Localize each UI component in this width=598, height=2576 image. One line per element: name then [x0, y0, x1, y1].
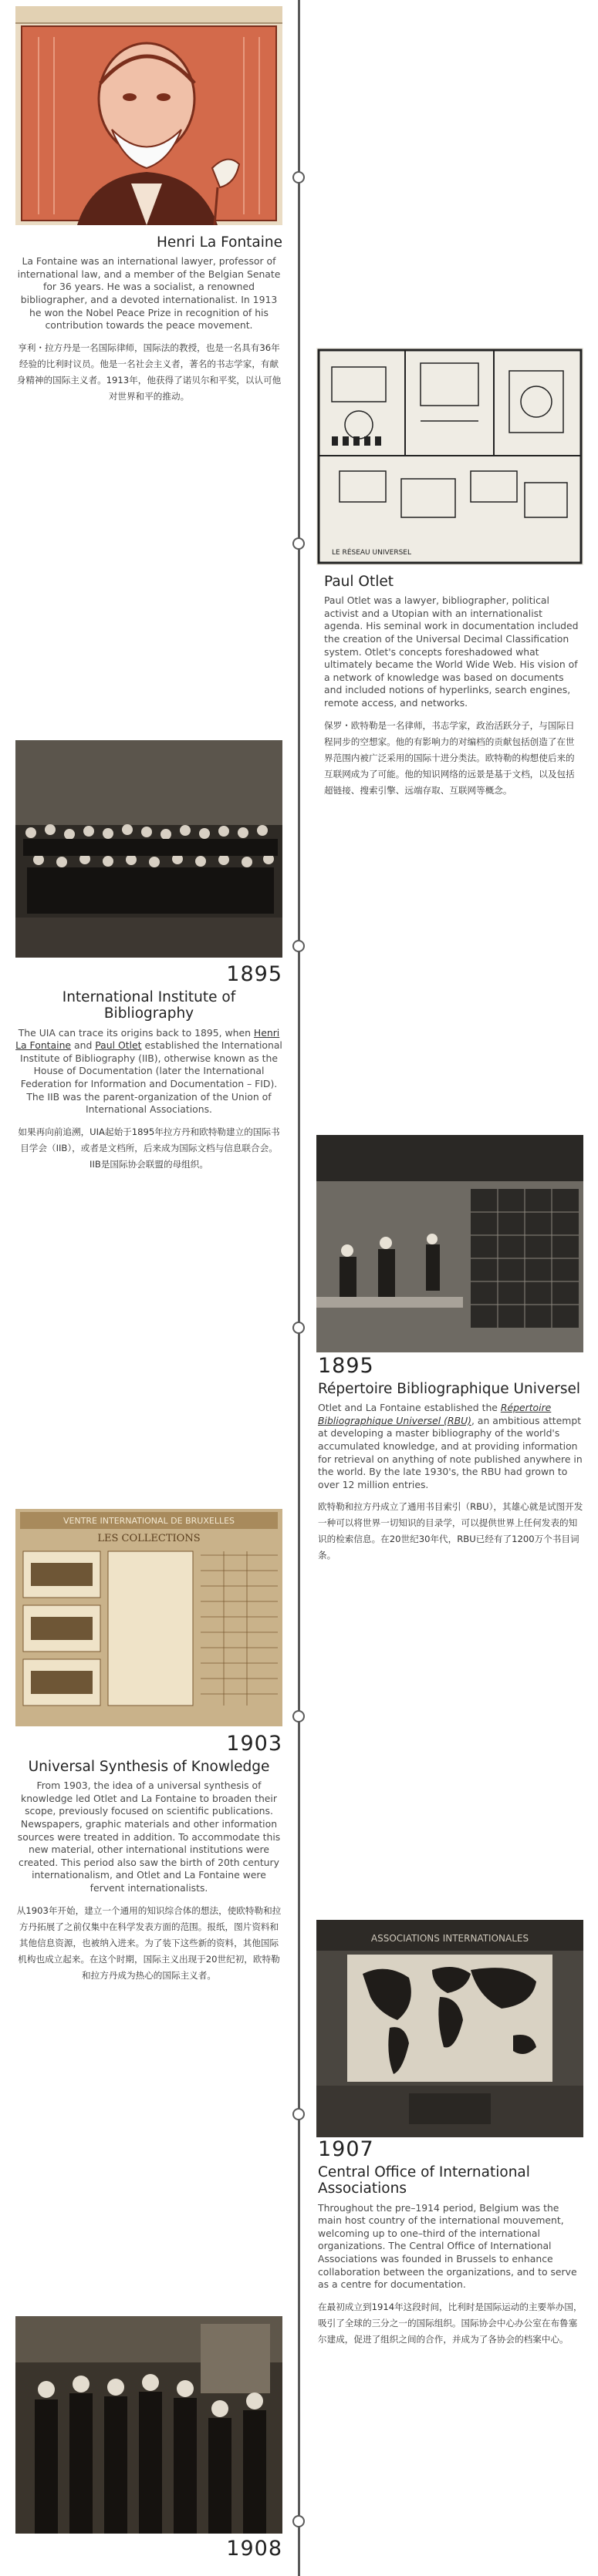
entry-title: Henri La Fontaine: [156, 234, 282, 251]
paul-otlet-link[interactable]: Paul Otlet: [95, 1039, 142, 1052]
rbu-archive-photo: [316, 1135, 583, 1352]
entry-year: 1895: [318, 1354, 374, 1378]
timeline-dot: [292, 2515, 305, 2527]
entry-description-en: Paul Otlet was a lawyer, bibliographer, political activist and a Utopian with an internationalist agenda. His seminal work in documentation included the creation of the Universal Decimal Classification system. Otlet's concepts foreshadowed what ultimately became the World Wide Web. His vision of a network of knowledge was based on documents and included notions of hyperlinks, search engines, remote access, and networks.: [324, 594, 579, 709]
collections-poster-icon: [15, 1509, 282, 1726]
entry-description-en: Throughout the pre–1914 period, Belgium was the main host country of the international mouvement, welcoming up to one–third of the international organizations. The Central Office of International Associations was founded in Brussels to enhance collaboration between the organizations, and to serve as a centre for documentation.: [318, 2201, 577, 2291]
timeline-line: [298, 0, 300, 2576]
entry-description-zh: 亨利・拉方丹是一名国际律师，国际法的教授，也是一名具有36年经验的比利时议员。他是一名社会主义者，著名的书志学家，有献身精神的国际主义者。1913年，他获得了诺贝尔和平奖，以认可他对世界和平的推动。: [16, 342, 282, 402]
iib-group-photo: [15, 740, 282, 958]
entry-title: Paul Otlet: [324, 574, 394, 590]
entry-description-zh: 从1903年开始，建立一个通用的知识综合体的想法，使欧特勒和拉方丹拓展了之前仅集中在科学发表方面的范围。报纸，图片资料和其他信息资源，也被纳入进来。为了装下这些新的资料，其他国际机构也成立起来。在这个时期，国际主义出现于20世纪初，欧特勒和拉方丹成为热心的国际主义者。: [16, 1904, 282, 1981]
entry-description-zh: 如果再向前追溯，UIA起始于1895年拉方丹和欧特勒建立的国际书目学会（IIB），或者是文档所，后来成为国际文档与信息联合会。IIB是国际协会联盟的母组织。: [18, 1126, 280, 1170]
entry-description-en: From 1903, the idea of a universal synthesis of knowledge led Otlet and La Fontaine to broaden their scope, previously focused on scientific publications. Newspapers, graphic materials and other information sources were treated in addition. To accommodate this new material, other international institutions were created. This period also saw the birth of 20th century internationalism, and Otlet and La Fontaine were fervent internationalists.: [17, 1780, 281, 1894]
delegates-photo: [15, 2316, 282, 2534]
entry-description-en: La Fontaine was an international lawyer, professor of international law, and a member of the Belgian Senate for 36 years. He was a socialist, a renowned bibliographer, and a devoted internationalist. In 1913 he won the Nobel Peace Prize in recognition of his contribution towards the peace movement.: [17, 255, 281, 332]
entry-title: International Institute of Bibliography: [62, 989, 236, 1022]
entry-title: Répertoire Bibliographique Universel: [318, 1381, 581, 1397]
entry-year: 1895: [226, 962, 282, 986]
timeline-dot: [292, 1710, 305, 1722]
entry-central-office: [318, 2137, 583, 2348]
timeline-dot: [292, 1322, 305, 1334]
entry-iib: [15, 962, 282, 1173]
entry-title: Universal Synthesis of Knowledge: [28, 1759, 270, 1775]
collections-poster: [15, 1509, 282, 1726]
rbu-link[interactable]: Répertoire Bibliographique Universel (RBU): [318, 1402, 552, 1426]
entry-paul-otlet: [324, 574, 583, 799]
svg-text:VENTRE INTERNATIONAL DE BRUXEL: VENTRE INTERNATIONAL DE BRUXELLES: [63, 1516, 235, 1526]
entry-description-en: Otlet and La Fontaine established the Répertoire Bibliographique Universel (RBU), an ambitious attempt at developing a master bibliography of the world's accumulated knowledge, and at providing information for retrieval on anything of note published anywhere in the world. By the late 1930's, the RBU had grown to over 12 million entries.: [318, 1402, 583, 1490]
henri-la-fontaine-link[interactable]: Henri La Fontaine: [15, 1026, 280, 1052]
svg-text:LES COLLECTIONS: LES COLLECTIONS: [97, 1533, 201, 1544]
entry-1908: [15, 2537, 282, 2564]
timeline-dot: [292, 171, 305, 184]
svg-text:LE RÉSEAU UNIVERSEL: LE RÉSEAU UNIVERSEL: [332, 549, 411, 557]
entry-year: 1908: [226, 2537, 282, 2561]
entry-description-zh: 保罗・欧特勒是一名律师，书志学家，政治活跃分子，与国际日程同步的空想家。他的有影响力的对编档的贡献包括创造了在世界范围内被广泛采用的国际十进分类法。欧特勒的构想使后来的互联网成为了可能。他的知识网络的远景是基于文档，以及包括超链接、搜索引擎、远端存取、互联网等概念。: [324, 719, 575, 796]
archive-room-icon: [316, 1135, 583, 1352]
entry-description-en: The UIA can trace its origins back to 1895, when Henri La Fontaine and Paul Otlet established the International Institute of Bibliography (IIB), otherwise known as the House of Documentation (later the International Federation for Information and Documentation – FID). The IIB was the parent-organization of the Union of International Associations.: [15, 1026, 282, 1116]
paul-otlet-drawing: [316, 348, 583, 565]
entry-universal-synthesis: [15, 1732, 282, 1984]
entry-description-zh: 欧特勒和拉方丹成立了通用书目索引（RBU），其雄心就是试图开发一种可以将世界一切知识的目录学，可以提供世界上任何发表的知识的检索信息。在20世纪30年代，RBU已经有了1200万个书目词条。: [318, 1501, 583, 1561]
poster-portrait-icon: [15, 6, 282, 225]
timeline-dot: [292, 2108, 305, 2120]
entry-title: Central Office of International Associations: [318, 2164, 530, 2197]
entry-year: 1907: [318, 2137, 374, 2161]
world-map-hall-photo: [316, 1920, 583, 2137]
henri-la-fontaine-poster: [15, 6, 282, 225]
svg-text:ASSOCIATIONS INTERNATIONALES: ASSOCIATIONS INTERNATIONALES: [370, 1933, 529, 1944]
entry-rbu: [318, 1354, 583, 1564]
timeline-dot: [292, 537, 305, 550]
group-photo-icon: [15, 740, 282, 958]
entry-description-zh: 在最初成立到1914年这段时间，比利时是国际运动的主要举办国，吸引了全球的三分之一的国际组织。国际协会中心办公室在布鲁塞尔建成，促进了组织之间的合作，并成为了各协会的档案中心。: [318, 2301, 583, 2345]
entry-year: 1903: [226, 1732, 282, 1756]
world-map-hall-icon: [316, 1920, 583, 2137]
timeline-dot: [292, 940, 305, 952]
entry-henri-la-fontaine: [15, 234, 282, 405]
drawing-icon: [316, 348, 583, 565]
delegates-photo-icon: [15, 2316, 282, 2534]
